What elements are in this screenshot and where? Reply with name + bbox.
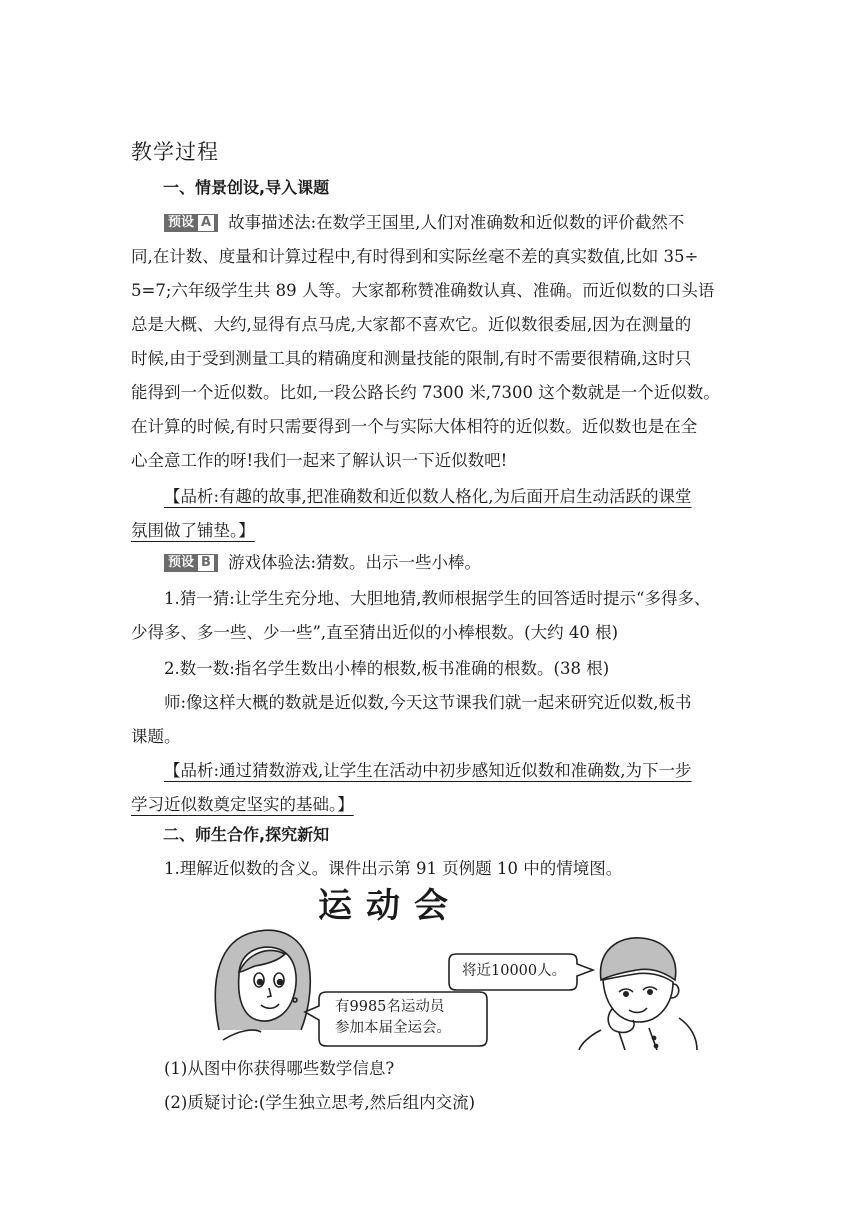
preset-b-text: 游戏体验法:猜数。出示一些小棒。 bbox=[227, 553, 481, 572]
girl-figure-icon bbox=[215, 930, 310, 1040]
section2-item1: 1.理解近似数的含义。课件出示第 91 页例题 10 中的情境图。 bbox=[164, 859, 623, 878]
analysis-a-line-2: 氛围做了铺垫。】 bbox=[131, 521, 255, 540]
preset-a-line-1 bbox=[131, 206, 731, 240]
section1-title: 一、情景创设,导入课题 bbox=[163, 178, 330, 197]
illustration-title: 运动会 bbox=[318, 886, 462, 926]
preset-a-text: 故事描述法:在数学王国里,人们对准确数和近似数的评价截然不 bbox=[228, 213, 685, 232]
left-bubble-line-2: 参加本届全运会。 bbox=[335, 1020, 451, 1036]
item1-line-2: 少得多、多一些、少一些”,直至猜出近似的小棒根数。(大约 40 根) bbox=[131, 623, 619, 642]
preset-a-line-4: 总是大概、大约,显得有点马虎,大家都不喜欢它。近似数很委屈,因为在测量的 bbox=[131, 315, 692, 334]
preset-a-line-3: 5=7;六年级学生共 89 人等。大家都称赞准确数认真、准确。而近似数的口头语 bbox=[131, 281, 715, 300]
page-heading: 教学过程 bbox=[131, 140, 219, 164]
question-2: (2)质疑讨论:(学生独立思考,然后组内交流) bbox=[164, 1093, 476, 1112]
preset-a-line-5: 时候,由于受到测量工具的精确度和测量技能的限制,有时不需要很精确,这时只 bbox=[131, 349, 692, 368]
teacher-line-1: 师:像这样大概的数就是近似数,今天这节课我们就一起来研究近似数,板书 bbox=[164, 693, 692, 712]
preset-a-badge: 预设 A bbox=[164, 214, 218, 232]
preset-a-line-7: 在计算的时候,有时只需要得到一个与实际大体相符的近似数。近似数也是在全 bbox=[131, 417, 698, 436]
right-bubble-text: 将近10000人。 bbox=[462, 963, 567, 979]
illustration-sports-meet bbox=[209, 880, 699, 1050]
question-1: (1)从图中你获得哪些数学信息? bbox=[164, 1059, 395, 1078]
analysis-a-line-1: 【品析:有趣的故事,把准确数和近似数人格化,为后面开启生动活跃的课堂 bbox=[164, 487, 692, 506]
analysis-b-line-2: 学习近似数奠定坚实的基础。】 bbox=[131, 795, 354, 814]
section2-title: 二、师生合作,探究新知 bbox=[163, 825, 330, 844]
preset-b-line bbox=[131, 546, 764, 580]
left-bubble-line-1: 有9985名运动员 bbox=[335, 999, 445, 1015]
boy-figure-icon bbox=[579, 938, 697, 1050]
teacher-line-2: 课题。 bbox=[131, 727, 181, 746]
preset-b-badge: 预设 B bbox=[164, 554, 218, 572]
preset-a-line-2: 同,在计数、度量和计算过程中,有时得到和实际丝毫不差的真实数值,比如 35÷ bbox=[131, 247, 699, 266]
item2-line: 2.数一数:指名学生数出小棒的根数,板书准确的根数。(38 根) bbox=[164, 659, 610, 678]
analysis-b-line-1: 【品析:通过猜数游戏,让学生在活动中初步感知近似数和准确数,为下一步 bbox=[164, 761, 692, 780]
preset-a-line-6: 能得到一个近似数。比如,一段公路长约 7300 米,7300 这个数就是一个近似数。 bbox=[131, 383, 720, 402]
preset-a-line-8: 心全意工作的呀!我们一起来了解认识一下近似数吧! bbox=[131, 451, 508, 470]
item1-line-1: 1.猜一猜:让学生充分地、大胆地猜,教师根据学生的回答适时提示“多得多、 bbox=[164, 589, 711, 608]
